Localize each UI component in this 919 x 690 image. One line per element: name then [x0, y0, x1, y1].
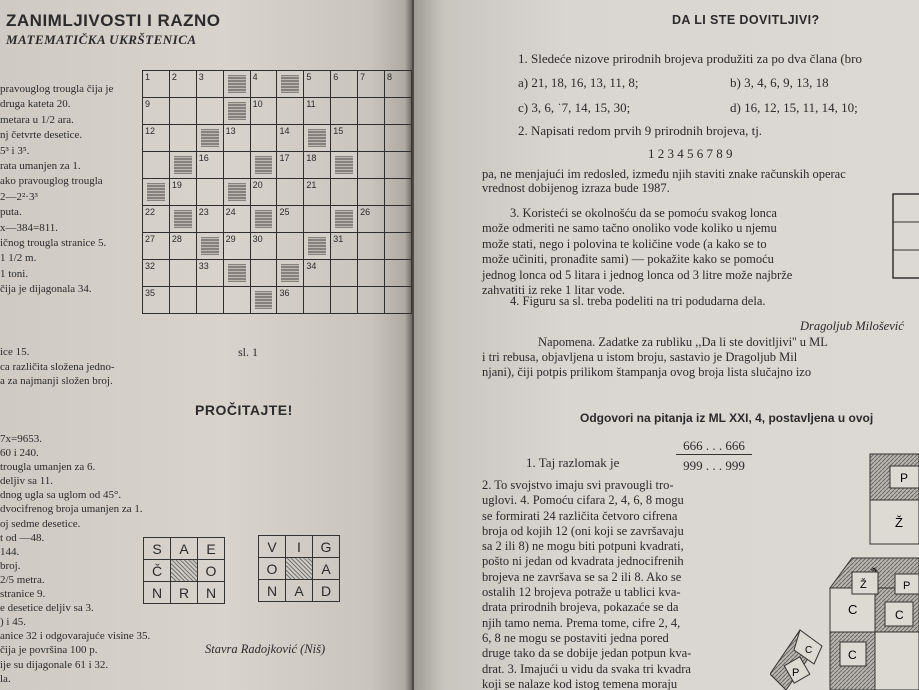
section-subtitle: MATEMATIČKA UKRŠTENICA	[6, 32, 197, 47]
question-2: 2. Napisati redom prvih 9 prirodnih brojeva, tj.	[518, 123, 763, 138]
rebus-2: V I G O A N A D	[258, 535, 340, 602]
sequence-b: b) 3, 4, 6, 9, 13, 18	[730, 75, 829, 90]
question-3: 3. Koristeći se okolnošću da se pomoću svakog lonca može odmeriti ne samo tačno onoliko vode koliko u njemu može stati, nego i polovina te količine vode (a kako se to može učiniti, pronađite sami) — pokažite kako se pomoću jednog lonca od 5 litara i jednog lonca od 3 litre može najbrže zahvatiti iz reke 1 litar vode.	[482, 206, 793, 298]
question-1: 1. Sledeće nizove prirodnih brojeva produžiti za po dva člana (bro	[518, 51, 863, 66]
svg-text:Ž: Ž	[860, 579, 867, 591]
note-block: Napomena. Zadatke za rubliku ,,Da li ste dovitljivi'' u ML i tri rebusa, objavljena u istom broju, sastavio je Dragoljub Mil njani), čiji potpis prilikom štampanja ovog broja lista slučajno izo	[482, 335, 828, 379]
clues-mid: ice 15. ca različita složena jedno- a za najmanji složen broj.	[0, 346, 115, 387]
figure-partial	[892, 192, 919, 282]
sequence-c: c) 3, 6, ˙7, 14, 15, 30;	[518, 100, 631, 115]
svg-text:P: P	[903, 580, 911, 592]
question-author: Dragoljub Milošević	[800, 319, 904, 333]
rebus-author: Stavra Radojković (Niš)	[205, 642, 326, 656]
question-4: 4. Figuru sa sl. treba podeliti na tri podudarna dela.	[510, 294, 766, 308]
fraction-denominator: 999 . . . 999	[683, 458, 745, 473]
rebus-1: S A E Č O N R N	[143, 537, 225, 604]
svg-text:C: C	[805, 645, 813, 656]
answer-1-label: 1. Taj razlomak je	[526, 455, 620, 470]
sequence-a: a) 21, 18, 16, 13, 11, 8;	[518, 75, 639, 90]
section-title: ZANIMLJIVOSTI I RAZNO	[6, 11, 221, 30]
crossword-grid: 1 2 3 4 5 6 7 8 9 10 11 12 13 14 15 16 17 18 19 20 21 22 23 24 25 26 27 28 29 30 31 32 33 34 35 36	[142, 70, 412, 314]
answers-text: 2. To svojstvo imaju svi pravougli tro- uglovi. 4. Pomoću cifara 2, 4, 6, 8 mogu se formirati 24 različita četvoro cifrena broja od kojih 12 (oni koji se završavaju sa 2 ili 8) ne mogu biti potpuni kvadrati, pošto ni jedan od kvadrata jednocifrenih brojeva ne završava se sa 2 ili 8. Ako se ostalih 12 brojeva potraže u tablici kva- drata prirodnih brojeva, pokazaće se da njih tamo nema. Prema tome, cifre 2, 4, 6, 8 ne mogu se postaviti jedna pored druge tako da se dobije jedan potpun kva- drat. 3. Imajući u vidu da svaka tri kvadra koji se nalaze kod istog temena moraju	[482, 478, 692, 690]
figure-caption: sl. 1	[238, 345, 259, 359]
cubes-figure	[770, 450, 919, 690]
svg-text:C: C	[848, 648, 857, 662]
answers-heading: Odgovori na pitanja iz ML XXI, 4, postavljena u ovoj	[580, 411, 874, 425]
svg-text:C: C	[848, 602, 858, 617]
procitajte-heading: PROČITAJTE!	[195, 402, 293, 418]
clues-down: 7x=9653. 60 i 240. trougla umanjen za 6. deljiv sa 11. dnog ugla sa uglom od 45°. dvocifrenog broja umanjen za 1. oj sedme desetice. t od —48. 144. broj. 2/5 metra. stranice 9. e desetice deljiv sa 3. ) i 45. anice 32 i odgovarajuće visine 35. čija je površina 100 p. ije su dijagonale 61 i 32. la.	[0, 433, 151, 685]
right-title: DA LI STE DOVITLJIVI?	[672, 13, 820, 27]
question-2-continued: pa, ne menjajući im redosled, između njih staviti znake računskih operac vrednost dobijenog izraza bude 1987.	[482, 167, 846, 195]
svg-text:P: P	[900, 471, 909, 485]
fraction-numerator: 666 . . . 666	[676, 438, 752, 455]
svg-text:C: C	[895, 608, 904, 622]
svg-text:P: P	[792, 667, 800, 679]
svg-text:Ž: Ž	[895, 515, 903, 530]
left-page	[0, 0, 412, 690]
sequence-d: d) 16, 12, 15, 11, 14, 10;	[730, 100, 858, 115]
clues-across: pravouglog trougla čija je druga kateta 20. metara u 1/2 ara. nj četvrte desetice. 5³ i 3⁵. rata umanjen za 1. ako pravouglog trougla 2—2²·3³ puta. x—384=811. ičnog trougla stranice 5. 1 1/2 m. 1 toni. čija je dijagonala 34.	[0, 83, 114, 296]
right-page	[414, 0, 919, 690]
digit-row: 1 2 3 4 5 6 7 8 9	[648, 146, 733, 161]
